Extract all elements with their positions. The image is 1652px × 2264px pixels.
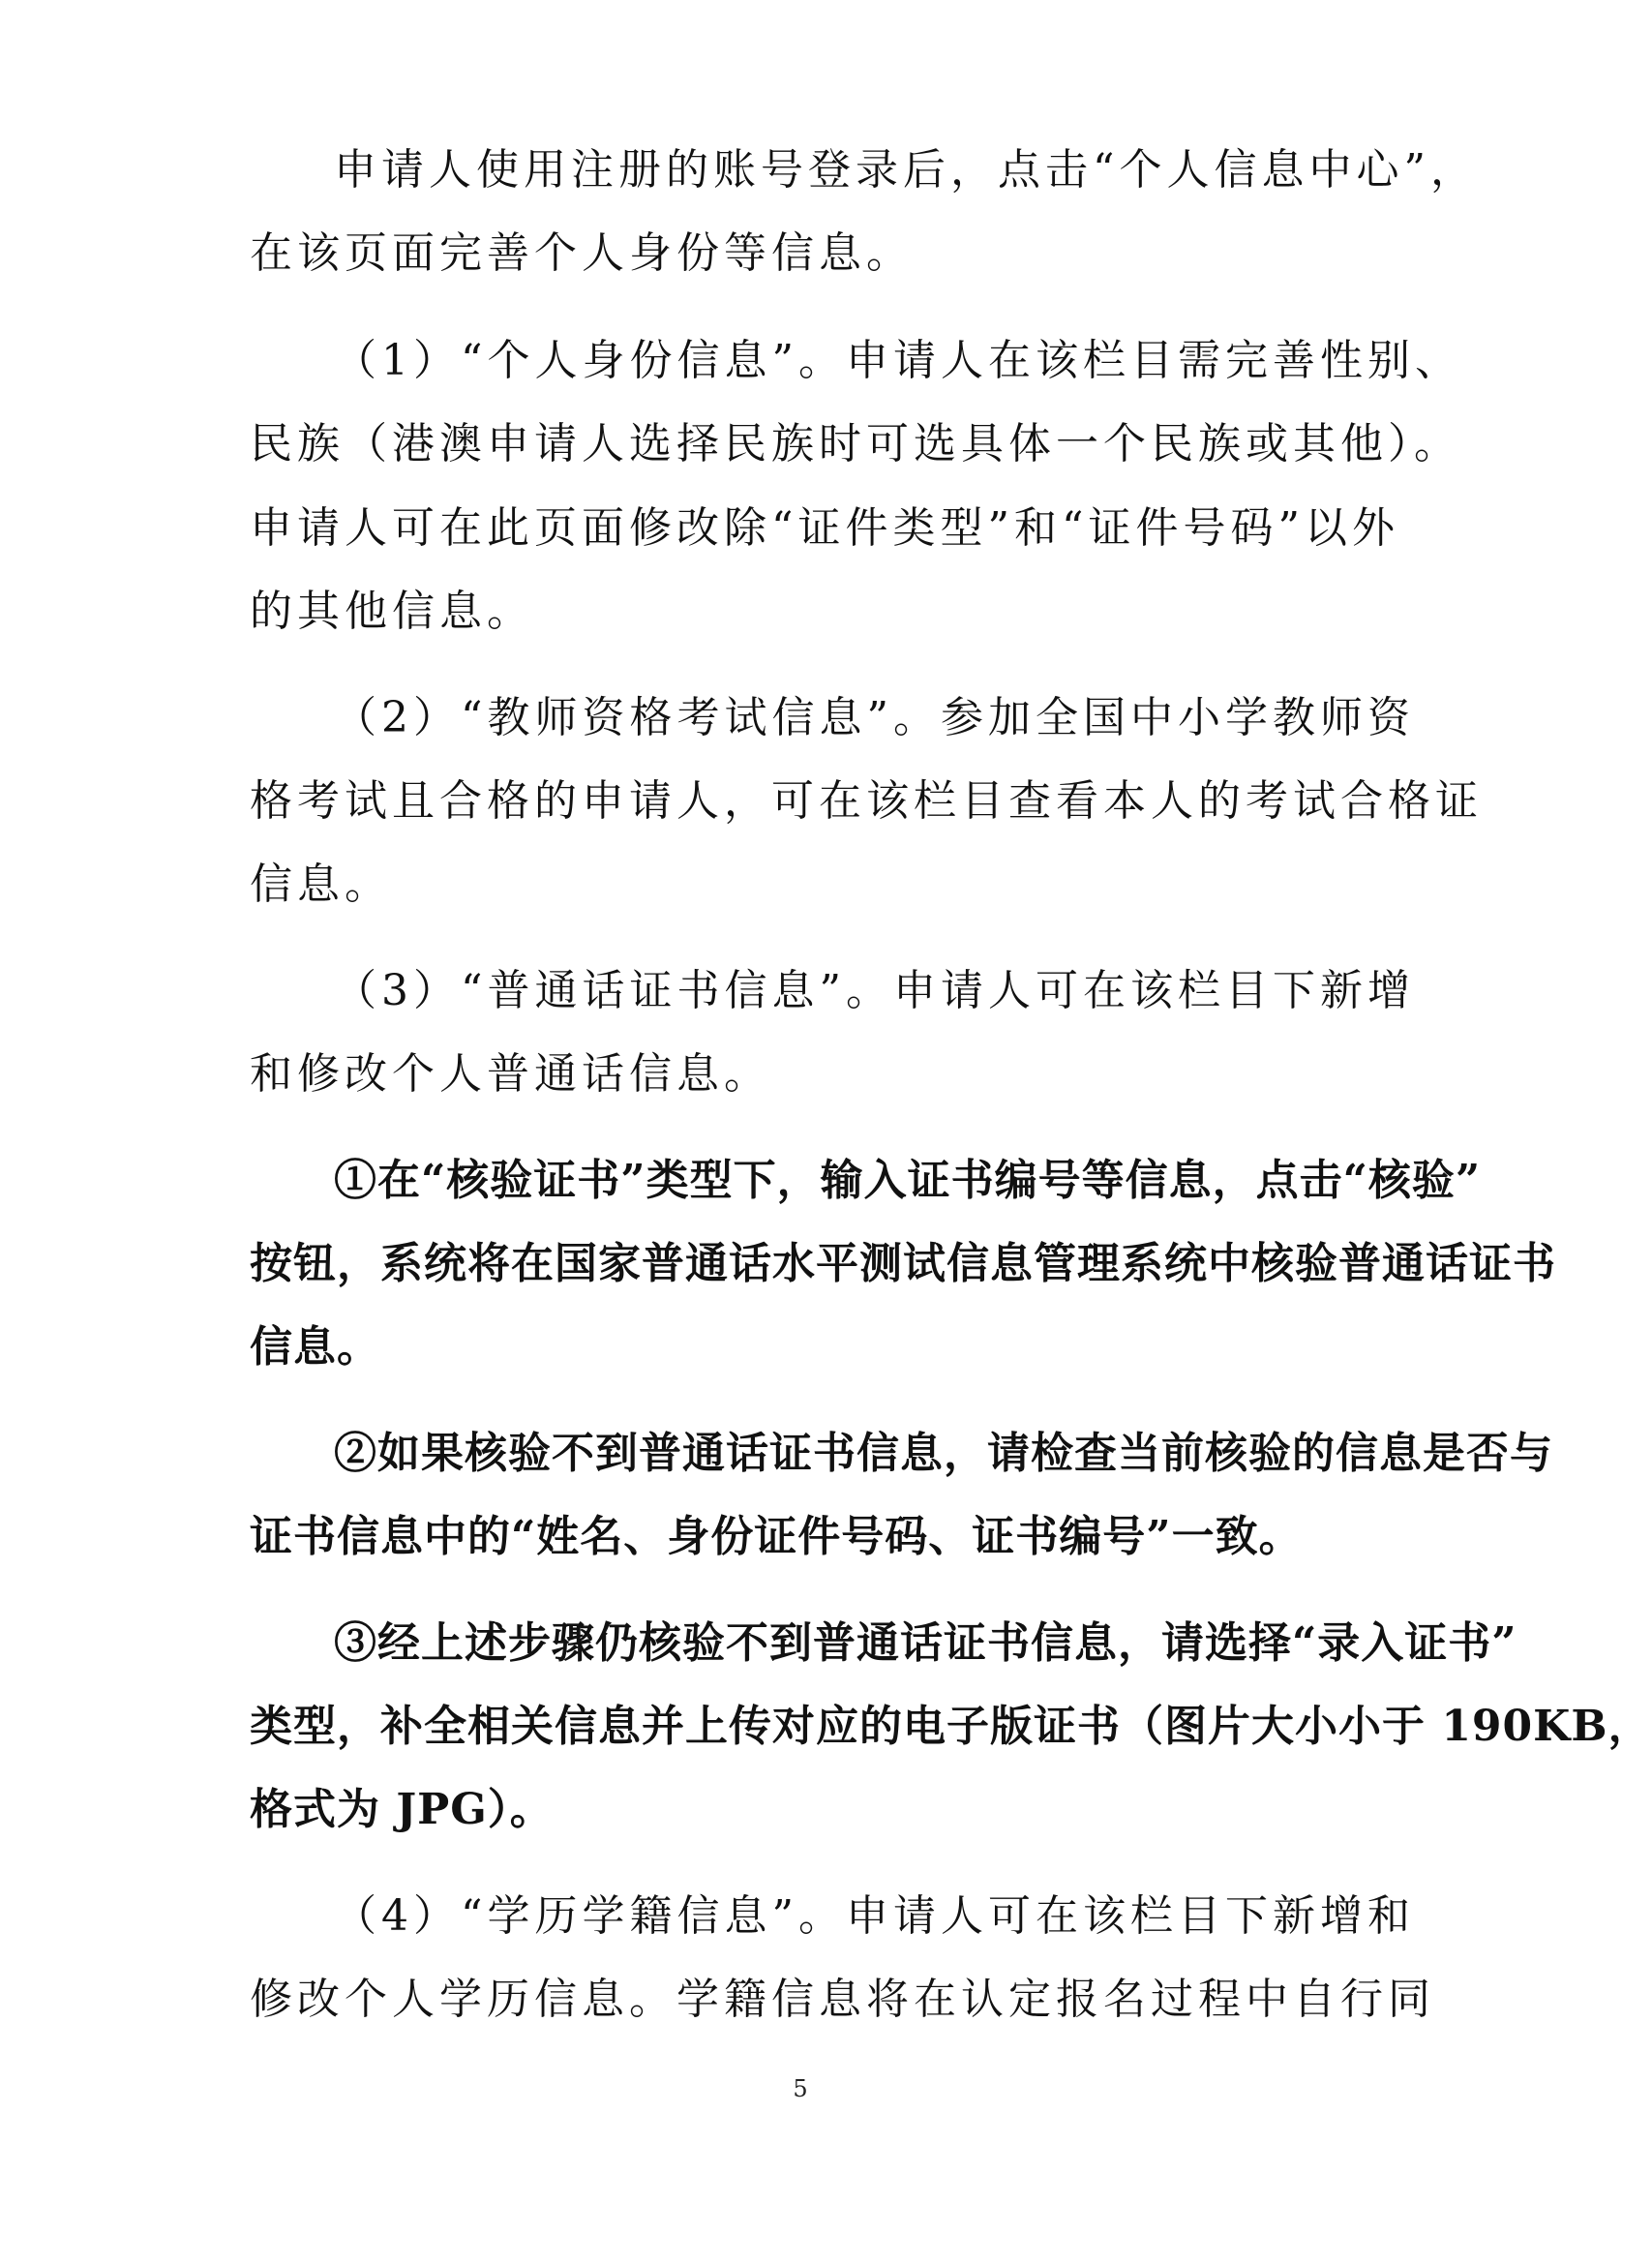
step-2-line-2: 证书信息中的“姓名、身份证件号码、证书编号”一致。 [250,1512,1303,1561]
step-1-line-2: 按钮，系统将在国家普通话水平测试信息管理系统中核验普通话证书 [250,1239,1556,1288]
step-2-line-1: ②如果核验不到普通话证书信息，请检查当前核验的信息是否与 [334,1429,1553,1478]
section-3-line-2: 和修改个人普通话信息。 [250,1049,771,1099]
step-3-line-3: 格式为 JPG）。 [250,1785,554,1834]
step-3-line-2: 类型，补全相关信息并上传对应的电子版证书（图片大小小于 190KB， [250,1702,1652,1751]
section-2-line-1: （2）“教师资格考试信息”。参加全国中小学教师资 [334,693,1415,742]
section-1-line-1: （1）“个人身份信息”。申请人在该栏目需完善性别、 [334,336,1462,385]
step-1-line-1: ①在“核验证书”类型下，输入证书编号等信息，点击“核验” [334,1156,1482,1205]
section-1-line-2: 民族（港澳申请人选择民族时可选具体一个民族或其他）。 [250,419,1461,468]
paragraph-intro-line-1: 申请人使用注册的账号登录后，点击“个人信息中心”， [334,145,1478,195]
section-4-line-2: 修改个人学历信息。学籍信息将在认定报名过程中自行同 [250,1975,1435,2024]
section-3-line-1: （3）“普通话证书信息”。申请人可在该栏目下新增 [334,966,1415,1015]
section-2-line-3: 信息。 [250,860,392,909]
step-1-line-3: 信息。 [250,1322,380,1372]
section-4-line-1: （4）“学历学籍信息”。申请人可在该栏目下新增和 [334,1891,1415,1941]
step-3-line-1: ③经上述步骤仍核验不到普通话证书信息，请选择“录入证书” [334,1618,1517,1668]
page-number: 5 [793,2075,808,2102]
section-1-line-3: 申请人可在此页面修改除“证件类型”和“证件号码”以外 [250,503,1399,553]
section-2-line-2: 格考试且合格的申请人，可在该栏目查看本人的考试合格证 [250,776,1483,826]
section-1-line-4: 的其他信息。 [250,587,534,636]
paragraph-intro-line-2: 在该页面完善个人身份等信息。 [250,228,914,278]
